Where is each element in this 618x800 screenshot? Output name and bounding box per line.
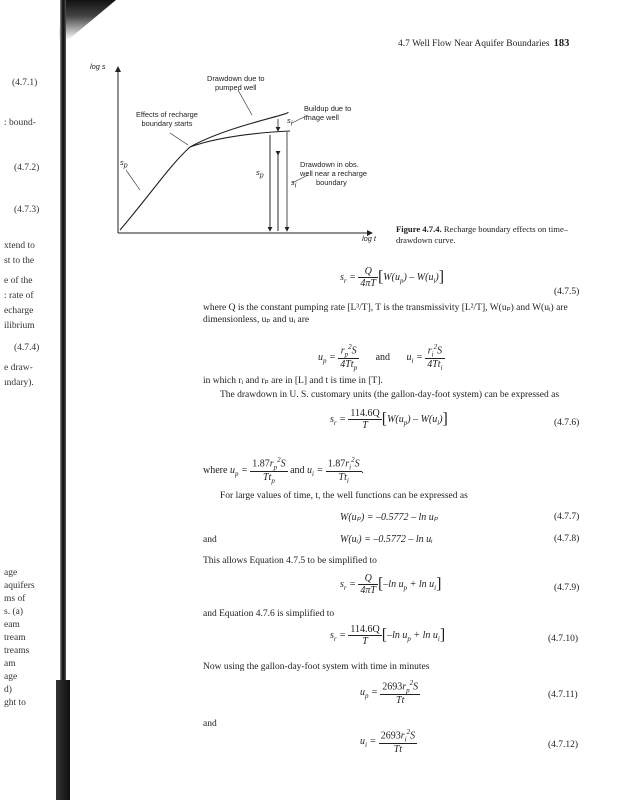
eq-4-7-5-number: (4.7.5) bbox=[554, 287, 580, 297]
equation-customary-up-ui: where $u_p$ = $\frac{1.87r_p^2S}{Tt_p}$ and $u_i$ = $\frac{1.87r_i^2S}{Tt_i}$ . bbox=[203, 456, 365, 486]
paragraph-gallon-day-foot: Now using the gallon-day-foot system with time in minutes bbox=[203, 662, 430, 672]
left-fragment: ght to bbox=[4, 698, 26, 708]
left-fragment: treams bbox=[4, 646, 30, 656]
left-fragment: d) bbox=[4, 685, 12, 695]
paragraph-customary-units: The drawdown in U. S. customary units (the gallon-day-foot system) can be expressed as bbox=[220, 390, 560, 400]
left-fragment: s. (a) bbox=[4, 607, 23, 617]
left-fragment: age bbox=[4, 672, 18, 682]
equation-4-7-7: W(uₚ) = –0.5772 – ln uₚ bbox=[340, 512, 439, 523]
page-number: 183 bbox=[553, 38, 570, 49]
eq-4-7-11-number: (4.7.11) bbox=[548, 690, 578, 700]
and-word-2: and bbox=[203, 719, 217, 729]
left-fragment: (4.7.1) bbox=[12, 78, 38, 88]
left-fragment: (4.7.4) bbox=[14, 343, 40, 353]
observation-well-curve bbox=[190, 131, 290, 147]
left-fragment: : bound- bbox=[4, 118, 36, 128]
binding-shadow-bottom bbox=[56, 680, 70, 800]
paragraph-in-which: in which rᵢ and rₚ are in [L] and t is time in [T]. bbox=[203, 376, 383, 386]
x-axis-label: log t bbox=[362, 234, 376, 243]
eq-4-7-9-number: (4.7.9) bbox=[554, 583, 580, 593]
paragraph-where-q: where Q is the constant pumping rate [L³/T], T is the transmissivity [L²/T], W(uₚ) and W(uᵢ) are dimensionless, uₚ and uᵢ are bbox=[203, 303, 568, 325]
eq-4-7-8-number: (4.7.8) bbox=[554, 534, 580, 544]
left-fragment: e draw- bbox=[4, 363, 33, 373]
equation-4-7-5: $s_r$ = $\frac{Q}{4\pi T}$ $[W(u_p) - W(u_i)]$ bbox=[340, 266, 445, 289]
label-si-bottom: $s_i$ bbox=[291, 178, 297, 190]
equation-4-7-10: $s_r$ = $\frac{114.6Q}{T}$ [–ln $u_p + \ln u_i$] bbox=[330, 624, 446, 647]
running-header bbox=[398, 38, 569, 49]
label-drawdown-pumped: Drawdown due to pumped well bbox=[207, 74, 265, 92]
equation-up-ui: $u_p$ = $\frac{r_p^2S}{4Tt_p}$ and $u_i$ = $\frac{r_i^2S}{4Tt_i}$ bbox=[318, 343, 443, 373]
paragraph-large-time: For large values of time, t, the well functions can be expressed as bbox=[220, 491, 468, 501]
left-fragment: : rate of bbox=[4, 291, 34, 301]
and-word: and bbox=[203, 535, 217, 545]
left-fragment: ms of bbox=[4, 594, 26, 604]
equation-4-7-9: $s_r$ = $\frac{Q}{4\pi T}$ [–ln $u_p + \ln u_i$] bbox=[340, 573, 442, 596]
left-fragment: tream bbox=[4, 633, 26, 643]
left-fragment: e of the bbox=[4, 276, 33, 286]
left-fragment: aquifers bbox=[4, 581, 35, 591]
y-axis-label: log s bbox=[90, 62, 106, 71]
left-fragment: ındary). bbox=[4, 378, 34, 388]
paragraph-simplified: This allows Equation 4.7.5 to be simplified to bbox=[203, 556, 377, 566]
equation-4-7-11: $u_p$ = $\frac{2693r_p^2S}{Tt}$ bbox=[360, 679, 419, 707]
left-fragment: echarge bbox=[4, 306, 34, 316]
eq-4-7-7-number: (4.7.7) bbox=[554, 512, 580, 522]
label-buildup: Buildup due to image well bbox=[304, 104, 352, 122]
left-fragment: am bbox=[4, 659, 16, 669]
label-sp-dimension: $s_p$ bbox=[256, 168, 264, 180]
section-title: 4.7 Well Flow Near Aquifer Boundaries bbox=[398, 39, 550, 49]
figure-caption: Figure 4.7.4. Recharge boundary effects on time–drawdown curve. bbox=[396, 224, 569, 245]
label-sp-curve: $s_p$ bbox=[120, 158, 128, 170]
equation-4-7-8: W(uᵢ) = –0.5772 – ln uᵢ bbox=[340, 534, 433, 545]
left-fragment: st to the bbox=[4, 256, 35, 266]
left-fragment: eam bbox=[4, 620, 20, 630]
left-fragment: ilibrium bbox=[4, 321, 35, 331]
eq-4-7-12-number: (4.7.12) bbox=[548, 740, 579, 750]
left-fragment: (4.7.2) bbox=[14, 163, 40, 173]
left-fragment: age bbox=[4, 568, 18, 578]
eq-4-7-6-number: (4.7.6) bbox=[554, 418, 580, 428]
left-fragment: (4.7.3) bbox=[14, 205, 40, 215]
label-observation-well: Drawdown in obs. well near a recharge boundary bbox=[300, 160, 367, 187]
label-si-top: $s_i$ bbox=[287, 116, 293, 128]
paragraph-eq476-simplified: and Equation 4.7.6 is simplified to bbox=[203, 609, 335, 619]
eq-4-7-10-number: (4.7.10) bbox=[548, 634, 579, 644]
equation-4-7-12: $u_i$ = $\frac{2693r_i^2S}{Tt}$ bbox=[360, 728, 416, 756]
left-fragment: xtend to bbox=[4, 241, 35, 251]
label-recharge-effects: Effects of recharge boundary starts bbox=[136, 110, 198, 128]
equation-4-7-6: $s_r$ = $\frac{114.6Q}{T}$ $[W(u_p) - W(u_i)]$ bbox=[330, 408, 448, 431]
